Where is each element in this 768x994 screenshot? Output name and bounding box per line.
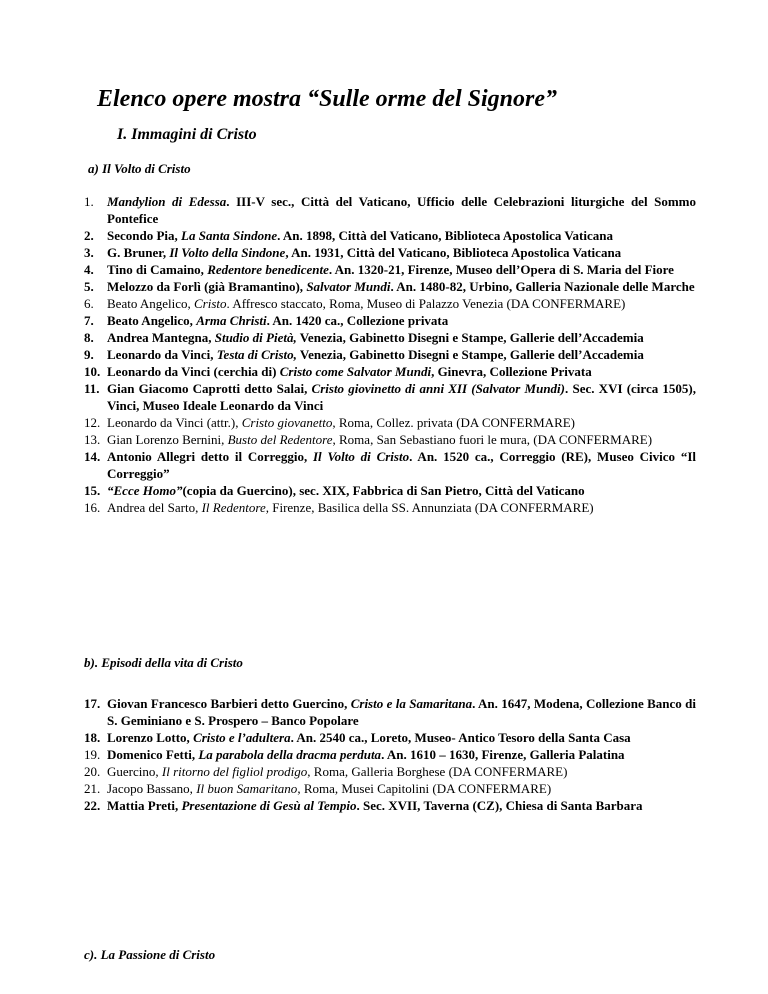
list-item (84, 729, 696, 746)
artwork-list-b (84, 695, 696, 814)
list-item (84, 278, 696, 295)
artwork-title: Cristo (194, 296, 227, 311)
list-item (84, 695, 696, 729)
subsection-heading-b: b). Episodi della vita di Cristo (84, 655, 243, 670)
artwork-title: “Ecce Homo” (107, 483, 183, 498)
artwork-title: Studio di Pietà, (214, 330, 297, 345)
list-item (84, 329, 696, 346)
item-number: 15. (84, 483, 101, 498)
item-text: . Sec. XVII, Taverna (CZ), Chiesa di Santa Barbara (356, 798, 643, 813)
item-number: 6. (84, 296, 94, 311)
item-text: Venezia, Gabinetto Disegni e Stampe, Gallerie dell’Accademia (296, 330, 644, 345)
item-text: Andrea Mantegna, (107, 330, 215, 345)
artwork-title: Cristo e la Samaritana (350, 696, 473, 711)
list-item (84, 380, 696, 414)
list-item (84, 346, 696, 363)
list-item (84, 431, 696, 448)
list-item (84, 244, 696, 261)
list-item (84, 312, 696, 329)
item-number: 13. (84, 432, 101, 447)
list-item (84, 448, 696, 482)
item-text: . III-V sec., Città del Vaticano, Ufficio delle Celebrazioni liturgiche del Sommo Pontefice (107, 194, 697, 226)
item-text: Melozzo da Forlì (già Bramantino), (107, 279, 307, 294)
artwork-title: Il buon Samaritano (196, 781, 298, 796)
item-text: Beato Angelico, (107, 313, 197, 328)
item-text: . An. 1520 ca., Correggio (RE), Museo Civico “Il Correggio” (107, 449, 697, 481)
item-text: , Roma, Musei Capitolini (DA CONFERMARE) (297, 781, 552, 796)
item-number: 7. (84, 313, 94, 328)
artwork-title: Il Redentore, (201, 500, 269, 515)
item-number: 19. (84, 747, 101, 762)
artwork-title: Cristo giovinetto di anni XII (Salvator Mundi) (311, 381, 566, 396)
list-item (84, 363, 696, 380)
artwork-title: Salvator Mundi (306, 279, 391, 294)
item-text: Leonardo da Vinci (attr.), (107, 415, 242, 430)
item-number: 21. (84, 781, 101, 796)
document-title: Elenco opere mostra “Sulle orme del Signore” (97, 86, 558, 112)
item-number: 14. (84, 449, 101, 464)
item-text: Antonio Allegri detto il Correggio, (107, 449, 313, 464)
item-text: . Sec. XVI (circa 1505), Vinci, Museo Ideale Leonardo da Vinci (107, 381, 697, 413)
item-text: Gian Giacomo Caprotti detto Salai, (107, 381, 312, 396)
item-text: , Ginevra, Collezione Privata (431, 364, 592, 379)
item-number: 12. (84, 415, 101, 430)
item-text: Domenico Fetti, (107, 747, 199, 762)
item-number: 8. (84, 330, 94, 345)
item-text: . An. 1647, Modena, Collezione Banco di S. Geminiano e S. Prospero – Banco Popolare (107, 696, 696, 728)
list-item (84, 295, 696, 312)
artwork-title: Presentazione di Gesù al Tempio (181, 798, 357, 813)
item-text: , An. 1931, Città del Vaticano, Biblioteca Apostolica Vaticana (285, 245, 622, 260)
item-number: 1. (84, 194, 94, 209)
artwork-title: Redentore benedicente (207, 262, 329, 277)
list-item (84, 414, 696, 431)
item-text: Beato Angelico, (107, 296, 195, 311)
item-text: (copia da Guercino), sec. XIX, Fabbrica di San Pietro, Città del Vaticano (182, 483, 585, 498)
item-text: Tino di Camaino, (107, 262, 208, 277)
item-number: 17. (84, 696, 101, 711)
list-item (84, 499, 696, 516)
artwork-title: Arma Christi (196, 313, 267, 328)
artwork-title: Il Volto della Sindone (169, 245, 286, 260)
item-text: Gian Lorenzo Bernini, (107, 432, 228, 447)
item-text: . An. 2540 ca., Loreto, Museo- Antico Tesoro della Santa Casa (290, 730, 631, 745)
item-text: . An. 1420 ca., Collezione privata (266, 313, 449, 328)
artwork-title: Cristo e l’adultera (193, 730, 291, 745)
item-text: . Affresco staccato, Roma, Museo di Palazzo Venezia (DA CONFERMARE) (226, 296, 626, 311)
list-item (84, 193, 696, 227)
item-number: 9. (84, 347, 94, 362)
item-number: 10. (84, 364, 101, 379)
item-text: Lorenzo Lotto, (107, 730, 194, 745)
item-text: Venezia, Gabinetto Disegni e Stampe, Gallerie dell’Accademia (296, 347, 644, 362)
list-item (84, 227, 696, 244)
item-text: . An. 1320-21, Firenze, Museo dell’Opera di S. Maria del Fiore (328, 262, 674, 277)
item-text: . An. 1480-82, Urbino, Galleria Nazionale delle Marche (390, 279, 695, 294)
item-text: Guercino, (107, 764, 162, 779)
item-number: 22. (84, 798, 101, 813)
item-number: 16. (84, 500, 101, 515)
item-text: Secondo Pia, (107, 228, 182, 243)
list-item (84, 482, 696, 499)
list-item (84, 746, 696, 763)
item-text: Leonardo da Vinci, (107, 347, 217, 362)
item-text: G. Bruner, (107, 245, 170, 260)
item-text: Giovan Francesco Barbieri detto Guercino, (107, 696, 351, 711)
artwork-title: Cristo giovanetto (241, 415, 333, 430)
artwork-title: Il ritorno del figliol prodigo (161, 764, 308, 779)
item-text: , Roma, San Sebastiano fuori le mura, (DA CONFERMARE) (332, 432, 653, 447)
artwork-title: La Santa Sindone (181, 228, 278, 243)
section-heading: I. Immagini di Cristo (117, 126, 257, 143)
item-number: 5. (84, 279, 94, 294)
item-text: . An. 1898, Città del Vaticano, Biblioteca Apostolica Vaticana (277, 228, 614, 243)
artwork-title: Busto del Redentore (227, 432, 333, 447)
item-text: Mattia Preti, (107, 798, 182, 813)
item-number: 11. (84, 381, 100, 396)
item-text: Jacopo Bassano, (107, 781, 197, 796)
item-number: 3. (84, 245, 94, 260)
list-item (84, 797, 696, 814)
list-item (84, 780, 696, 797)
list-item (84, 763, 696, 780)
artwork-list-a (84, 193, 696, 516)
artwork-title: Il Volto di Cristo (312, 449, 410, 464)
item-text: , Roma, Collez. privata (DA CONFERMARE) (332, 415, 576, 430)
item-text: Andrea del Sarto, (107, 500, 202, 515)
item-text: . An. 1610 – 1630, Firenze, Galleria Palatina (381, 747, 625, 762)
item-text: Leonardo da Vinci (cerchia di) (107, 364, 280, 379)
item-number: 2. (84, 228, 94, 243)
item-text: , Roma, Galleria Borghese (DA CONFERMARE) (307, 764, 568, 779)
artwork-title: Testa di Cristo, (216, 347, 297, 362)
list-item (84, 261, 696, 278)
artwork-title: Mandylion di Edessa (107, 194, 227, 209)
subsection-heading-a: a) Il Volto di Cristo (88, 161, 191, 176)
item-number: 18. (84, 730, 101, 745)
subsection-heading-c: c). La Passione di Cristo (84, 947, 216, 962)
item-text: Firenze, Basilica della SS. Annunziata (DA CONFERMARE) (268, 500, 594, 515)
artwork-title: Cristo come Salvator Mundi (279, 364, 432, 379)
artwork-title: La parabola della dracma perduta (198, 747, 382, 762)
item-number: 20. (84, 764, 101, 779)
item-number: 4. (84, 262, 94, 277)
